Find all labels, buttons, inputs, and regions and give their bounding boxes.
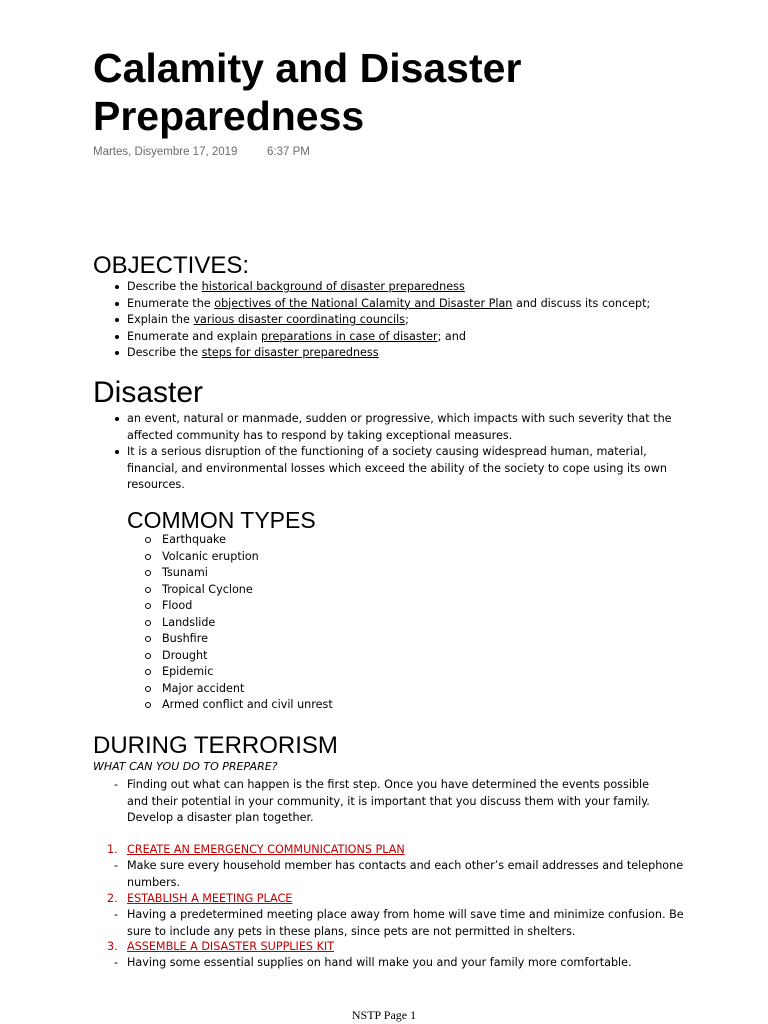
dash-marker: - [114,859,119,872]
objective-item: Describe the steps for disaster preparedness [127,345,687,362]
page-title: Calamity and Disaster Preparedness [93,45,522,139]
objectives-heading: OBJECTIVES: [93,252,250,279]
terrorism-heading: DURING TERRORISM [93,732,338,759]
step-label: ASSEMBLE A DISASTER SUPPLIES KIT [127,940,335,953]
step-description: - Having some essential supplies on hand will make you and your family more comfortable. [127,955,687,972]
type-item: Armed conflict and civil unrest [162,697,562,714]
type-item: Epidemic [162,664,562,681]
type-item: Volcanic eruption [162,549,562,566]
step-label: CREATE AN EMERGENCY COMMUNICATIONS PLAN [127,843,405,856]
objectives-list [127,279,687,362]
step-number: 1. [107,843,118,856]
step-number: 2. [107,892,118,905]
disaster-list [127,411,672,494]
disaster-definition: It is a serious disruption of the functioning of a society causing widespread human, material, financial, and environmental losses which exceed the ability of the society to cope using its own resources. [127,444,672,494]
dash-marker: - [114,778,119,791]
objective-link[interactable]: steps for disaster preparedness [201,346,379,359]
type-item: Tsunami [162,565,562,582]
step-heading[interactable] [107,891,293,908]
page-meta [93,146,310,158]
page-time: 6:37 PM [267,146,310,158]
type-item: Drought [162,648,562,665]
objective-link[interactable]: objectives of the National Calamity and Disaster Plan [214,296,513,310]
page-date: Martes, Disyembre 17, 2019 [93,146,238,158]
objective-item: Describe the historical background of disaster preparedness [127,279,687,296]
step-heading[interactable] [107,939,335,956]
objective-link[interactable]: preparations in case of disaster [261,329,438,343]
terrorism-subheading: WHAT CAN YOU DO TO PREPARE? [93,760,278,773]
common-types-heading: COMMON TYPES [127,507,316,533]
objective-link[interactable]: historical background of disaster preparedness [201,280,465,293]
objective-item: Enumerate the objectives of the National Calamity and Disaster Plan and discuss its concept; [127,296,687,313]
disaster-heading: Disaster [93,376,204,409]
terrorism-intro: - Finding out what can happen is the first step. Once you have determined the events possible and their potential in your community, it is important that you discuss them with your family. Develop a disaster plan together. [114,778,650,824]
page-footer: NSTP Page 1 [351,1008,417,1022]
step-description: - Having a predetermined meeting place away from home will save time and minimize confusion. Be sure to include any pets in these plans, since pets are not permitted in shelters. [114,908,684,938]
type-item: Earthquake [162,532,562,549]
type-item: Major accident [162,681,562,698]
type-item: Tropical Cyclone [162,582,562,599]
common-types-list [162,532,562,714]
objective-item: Explain the various disaster coordinating councils; [127,312,687,329]
dash-marker: - [114,956,119,969]
step-label: ESTABLISH A MEETING PLACE [127,892,293,905]
dash-marker: - [114,908,119,921]
objective-link[interactable]: various disaster coordinating councils [193,313,406,326]
type-item: Flood [162,598,562,615]
type-item: Bushfire [162,631,562,648]
step-number: 3. [107,940,118,953]
objective-item: Enumerate and explain preparations in case of disaster; and [127,329,687,346]
type-item: Landslide [162,615,562,632]
disaster-definition: an event, natural or manmade, sudden or progressive, which impacts with such severity that the affected community has to respond by taking exceptional measures. [127,411,672,444]
step-heading[interactable] [107,842,405,859]
step-description: - Make sure every household member has contacts and each other’s email addresses and telephone numbers. [114,859,684,889]
